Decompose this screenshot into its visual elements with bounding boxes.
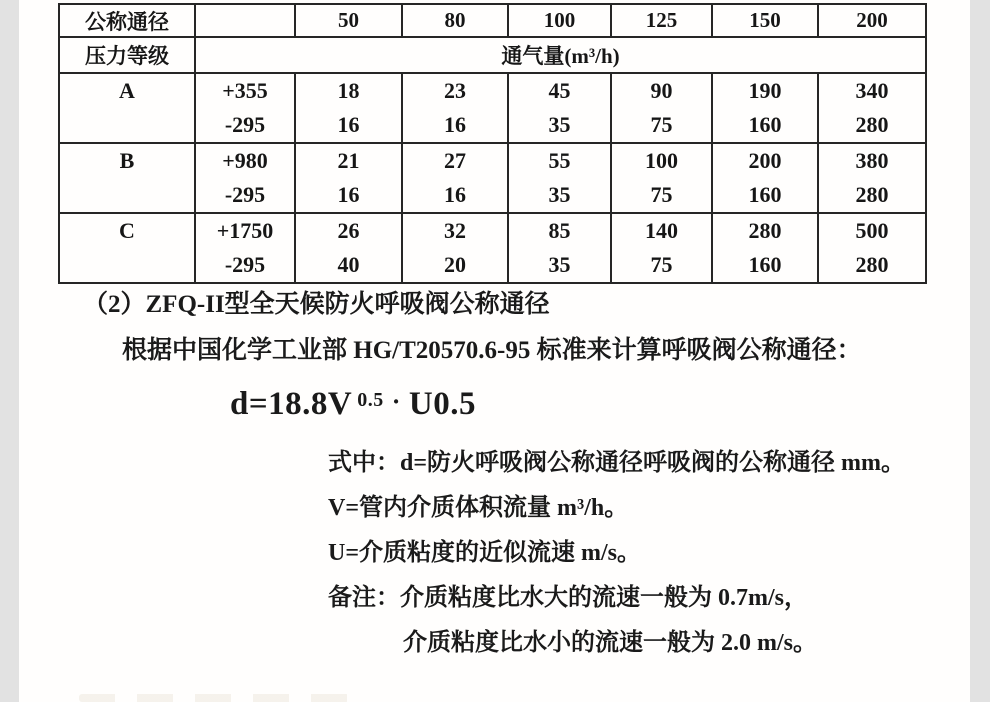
flow-value: 140: [645, 218, 678, 243]
header-flow-rate: 通气量(m³/h): [195, 37, 926, 73]
flow-value: 340: [855, 78, 889, 103]
pressure-positive: +1750: [216, 218, 274, 243]
value-cell: [818, 213, 926, 283]
grade-label: B: [59, 143, 195, 213]
pressure-positive: +355: [222, 78, 268, 103]
flow-value: 16: [444, 112, 466, 137]
flow-value: 85: [548, 218, 571, 243]
flow-value: 75: [650, 252, 673, 277]
flow-value: 21: [337, 148, 360, 173]
flow-value: 55: [548, 148, 571, 173]
flow-value: 75: [650, 112, 673, 137]
header-pressure-grade: 压力等级: [59, 37, 195, 73]
flow-value: 40: [337, 252, 360, 277]
pressure-negative: -295: [224, 252, 266, 277]
note-remark-line2: 介质粘度比水小的流速一般为 2.0 m/s。: [403, 630, 817, 656]
header-size-200: 200: [818, 4, 926, 37]
formula-exponent: 0.5: [357, 389, 384, 411]
flow-value: 35: [548, 252, 571, 277]
flow-value: 32: [444, 218, 466, 243]
multiplication-dot: ·: [391, 387, 401, 416]
value-cell: [611, 213, 712, 283]
value-cell: [611, 143, 712, 213]
flow-value: 20: [444, 252, 466, 277]
flow-value: 280: [855, 252, 889, 277]
flow-value: 90: [650, 78, 673, 103]
value-cell: [712, 143, 818, 213]
grade-label: C: [59, 213, 195, 283]
header-size-80: 80: [402, 4, 508, 37]
diameter-formula: [230, 386, 476, 424]
header-size-50: 50: [295, 4, 402, 37]
flow-value: 75: [650, 182, 673, 207]
flow-value: 35: [548, 182, 571, 207]
value-cell: [508, 73, 611, 143]
flow-value: 45: [548, 78, 571, 103]
table-row: [59, 4, 926, 37]
flow-value: 26: [337, 218, 360, 243]
flow-value: 200: [748, 148, 782, 173]
value-cell: [402, 213, 508, 283]
pressure-positive: +980: [222, 148, 268, 173]
right-page-gutter: [970, 0, 990, 702]
note-remark-line1: 备注：介质粘度比水大的流速一般为 0.7m/s，: [328, 585, 808, 611]
value-cell: [508, 143, 611, 213]
vent-capacity-table: [58, 3, 927, 284]
scan-artifact: [79, 694, 349, 702]
note-definition-u: U=介质粘度的近似流速 m/s。: [328, 540, 642, 566]
header-spacer-cell: [195, 4, 295, 37]
flow-value: 160: [748, 112, 782, 137]
document-page: [19, 0, 970, 702]
table-row-grade-a: [59, 73, 926, 143]
table-row: [59, 37, 926, 73]
note-definition-d: 式中：d=防火呼吸阀公称通径呼吸阀的公称通径 mm。: [328, 450, 906, 476]
flow-value: 35: [548, 112, 571, 137]
flow-value: 380: [855, 148, 889, 173]
value-cell: [818, 143, 926, 213]
header-size-100: 100: [508, 4, 611, 37]
grade-label: A: [59, 73, 195, 143]
header-size-125: 125: [611, 4, 712, 37]
pressure-cell: [195, 213, 295, 283]
flow-value: 18: [337, 78, 360, 103]
flow-value: 16: [337, 182, 360, 207]
flow-value: 16: [337, 112, 360, 137]
flow-value: 500: [855, 218, 889, 243]
flow-value: 280: [748, 218, 782, 243]
flow-value: 280: [855, 112, 889, 137]
flow-value: 23: [444, 78, 466, 103]
value-cell: [712, 73, 818, 143]
value-cell: [295, 213, 402, 283]
pressure-cell: [195, 73, 295, 143]
value-cell: [611, 73, 712, 143]
flow-value: 190: [748, 78, 782, 103]
pressure-cell: [195, 143, 295, 213]
note-definition-v: V=管内介质体积流量 m³/h。: [328, 495, 629, 521]
flow-value: 160: [748, 182, 782, 207]
flow-value: 280: [855, 182, 889, 207]
value-cell: [508, 213, 611, 283]
intro-sentence: 根据中国化学工业部 HG/T20570.6-95 标准来计算呼吸阀公称通径：: [122, 337, 862, 364]
flow-value: 100: [645, 148, 678, 173]
header-size-150: 150: [712, 4, 818, 37]
value-cell: [295, 143, 402, 213]
value-cell: [402, 143, 508, 213]
flow-value: 16: [444, 182, 466, 207]
left-page-gutter: [0, 0, 19, 702]
value-cell: [295, 73, 402, 143]
section-heading: （2）ZFQ-II型全天候防火呼吸阀公称通径: [83, 291, 550, 318]
value-cell: [818, 73, 926, 143]
value-cell: [712, 213, 818, 283]
flow-value: 27: [444, 148, 466, 173]
header-nominal-diameter: 公称通径: [59, 4, 195, 37]
formula-tail: U0.5: [408, 386, 477, 422]
pressure-negative: -295: [224, 182, 266, 207]
flow-value: 160: [748, 252, 782, 277]
formula-prefix: d=18.8V: [230, 386, 353, 422]
value-cell: [402, 73, 508, 143]
table-row-grade-b: [59, 143, 926, 213]
table-row-grade-c: [59, 213, 926, 283]
pressure-negative: -295: [224, 112, 266, 137]
